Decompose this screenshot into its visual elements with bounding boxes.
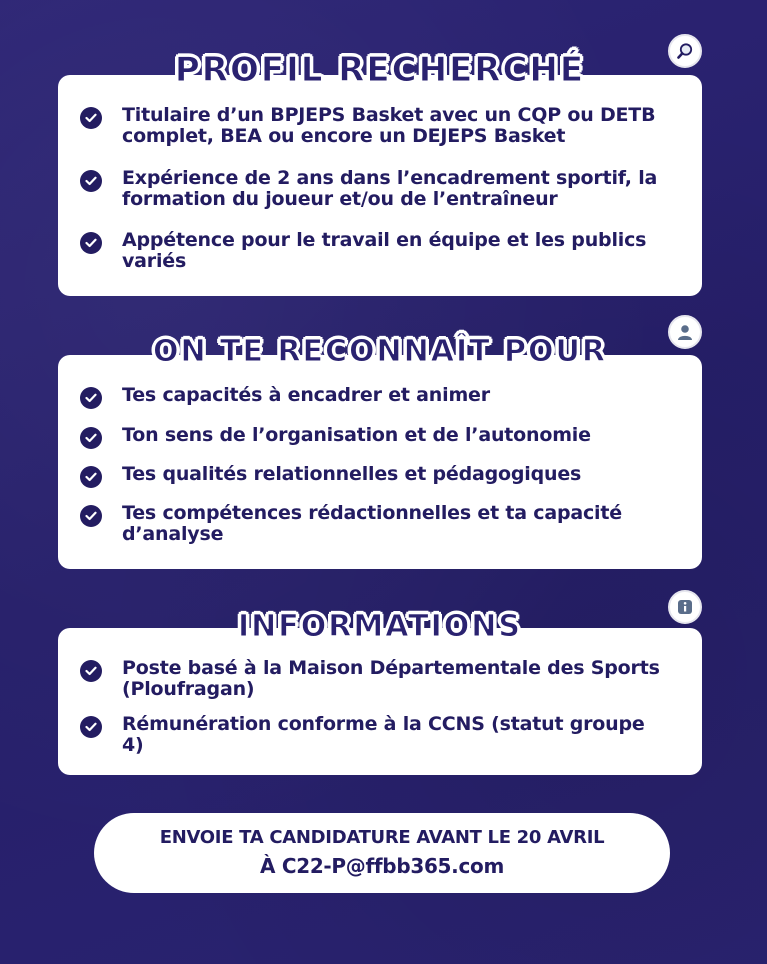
list-item xyxy=(80,230,672,272)
check-icon xyxy=(80,387,102,409)
recognition-heading: ON TE RECONNAÎT POUR xyxy=(152,334,608,369)
check-icon xyxy=(80,170,102,192)
check-icon xyxy=(80,232,102,254)
check-icon xyxy=(80,107,102,129)
item-text: Rémunération conforme à la CCNS (statut groupe 4) xyxy=(122,713,645,756)
list-item xyxy=(80,385,672,409)
item-text: Tes qualités relationnelles et pédagogiques xyxy=(122,463,582,485)
info-icon xyxy=(668,590,702,624)
list-item xyxy=(80,464,672,488)
item-text: Expérience de 2 ans dans l’encadrement sportif, la formation du joueur et/ou de l’entraîneur xyxy=(122,167,658,210)
list-item xyxy=(80,105,672,147)
check-icon xyxy=(80,505,102,527)
list-item xyxy=(80,658,672,700)
check-icon xyxy=(80,427,102,449)
information-heading: INFORMATIONS xyxy=(238,609,522,644)
cta-email[interactable]: À C22-P@ffbb365.com xyxy=(259,854,505,878)
list-item xyxy=(80,714,672,756)
user-icon xyxy=(668,315,702,349)
check-icon xyxy=(80,716,102,738)
profile-card-content xyxy=(58,75,702,296)
list-item xyxy=(80,503,672,545)
item-text: Poste basé à la Maison Départementale des Sports (Ploufragan) xyxy=(122,657,660,700)
item-text: Tes capacités à encadrer et animer xyxy=(122,384,490,406)
item-text: Appétence pour le travail en équipe et les publics variés xyxy=(122,229,647,272)
list-item xyxy=(80,168,672,210)
profile-heading: PROFIL RECHERCHÉ xyxy=(174,50,586,90)
information-card-content xyxy=(58,628,702,775)
application-cta[interactable] xyxy=(94,813,670,893)
cta-deadline: ENVOIE TA CANDIDATURE AVANT LE 20 AVRIL xyxy=(159,827,605,848)
search-icon xyxy=(668,34,702,68)
check-icon xyxy=(80,660,102,682)
item-text: Tes compétences rédactionnelles et ta capacité d’analyse xyxy=(122,502,622,545)
check-icon xyxy=(80,466,102,488)
recognition-card-content xyxy=(58,355,702,569)
list-item xyxy=(80,425,672,449)
item-text: Ton sens de l’organisation et de l’autonomie xyxy=(122,424,591,446)
item-text: Titulaire d’un BPJEPS Basket avec un CQP ou DETB complet, BEA ou encore un DEJEPS Basket xyxy=(122,104,656,147)
